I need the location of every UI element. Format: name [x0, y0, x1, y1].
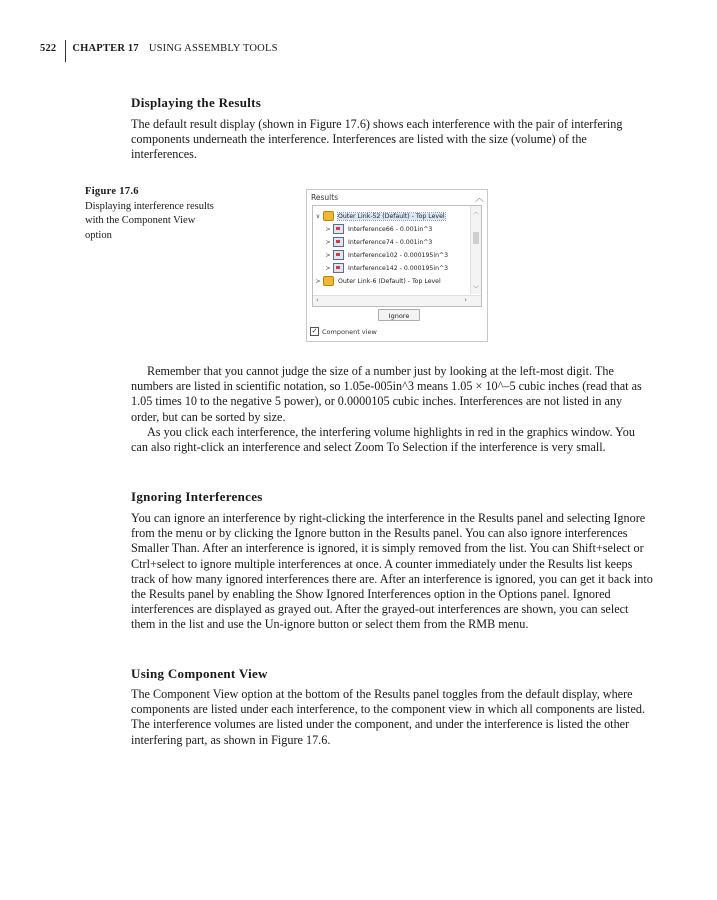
scroll-up-icon[interactable]: ︿: [472, 209, 479, 216]
expand-chevron-icon[interactable]: >: [325, 251, 331, 259]
figure-number: Figure 17.6: [85, 186, 139, 197]
chapter-title: USING ASSEMBLY TOOLS: [148, 43, 278, 54]
heading-displaying-results: Displaying the Results: [131, 95, 262, 110]
paragraph-displaying-results: The default result display (shown in Figure 17.6) shows each interference with the pair of interfering components underneath the interference. Interferences are listed with the size (volume) of the interferences.: [131, 117, 623, 162]
expand-chevron-icon[interactable]: ∨: [315, 212, 321, 220]
ignore-button[interactable]: Ignore: [378, 309, 420, 321]
chapter-label: CHAPTER 17: [72, 43, 139, 54]
component-icon: [323, 276, 334, 286]
figure-caption: Displaying interference results with the Component View option: [85, 200, 214, 241]
interference-icon: [333, 224, 344, 234]
paragraph-component-view: The Component View option at the bottom of the Results panel toggles from the default display, where components are listed under each interference, to the component view in which all components are listed. The interference volumes are listed under the component, and under the interference is listed the other interfering part, as shown in Figure 17.6.: [131, 687, 646, 747]
component-view-option[interactable]: [310, 327, 377, 336]
running-head: [40, 40, 278, 62]
expand-chevron-icon[interactable]: >: [325, 225, 331, 233]
tree-item[interactable]: [313, 210, 445, 222]
expand-chevron-icon[interactable]: >: [325, 264, 331, 272]
results-panel-title: Results: [311, 193, 339, 202]
scroll-thumb[interactable]: [473, 232, 479, 244]
expand-chevron-icon[interactable]: >: [325, 238, 331, 246]
scroll-right-icon[interactable]: ›: [464, 296, 467, 304]
heading-ignoring-interferences: Ignoring Interferences: [131, 489, 263, 504]
component-icon: [323, 211, 334, 221]
tree-item-label: Interference74 - 0.001in^3: [348, 238, 433, 246]
paragraph-highlight: As you click each interference, the interfering volume highlights in red in the graphics window. You can also right-click an interference and select Zoom To Selection if the interference is very small.: [131, 425, 635, 455]
interference-icon: [333, 237, 344, 247]
tree-item-label: Interference142 - 0.000195in^3: [348, 264, 449, 272]
scroll-down-icon[interactable]: ﹀: [472, 286, 479, 293]
tree-item-label: Outer Link-52 (Default) - Top Level: [338, 212, 445, 220]
scroll-left-icon[interactable]: ‹: [316, 296, 319, 304]
expand-chevron-icon[interactable]: >: [315, 277, 321, 285]
paragraph-scientific-notation: Remember that you cannot judge the size of a number just by looking at the left-most digit. The numbers are listed in scientific notation, so 1.05e-005in^3 means 1.05 × 10^–5 cubic inches (read that as 1.05 times 10 to the negative 5 power), or 0.0000105 cubic inches. Interferences are not listed in any order, but can be sorted by size.: [131, 364, 642, 424]
tree-item-label: Interference66 - 0.001in^3: [348, 225, 433, 233]
page-number: 522: [40, 43, 57, 54]
results-tree[interactable]: [312, 205, 482, 307]
tree-item-label: Outer Link-6 (Default) - Top Level: [338, 277, 441, 285]
collapse-chevron-icon[interactable]: ︿: [474, 194, 484, 204]
paragraph-ignoring-interferences: You can ignore an interference by right-clicking the interference in the Results panel and selecting Ignore from the menu or by clicking the Ignore button in the Results panel. You can also ignore interferences Smaller Than. After an interference is ignored, it is simply removed from the list. You can Shift+select or Ctrl+select to ignore multiple interferences at once. A counter immediately under the Results list keeps track of how many ignored interferences there are. After an interference is ignored, you can get it back into the Results panel by enabling the Show Ignored Interferences option in the Options panel. Ignored interferences are displayed as grayed out. After the grayed-out interferences are shown, you can select them in the list and use the Un-ignore button or select them from the RMB menu.: [131, 511, 653, 632]
component-view-checkbox[interactable]: ✓: [311, 327, 318, 335]
tree-item[interactable]: [323, 236, 432, 248]
tree-item[interactable]: [313, 275, 441, 287]
interference-icon: [333, 263, 344, 273]
heading-component-view: Using Component View: [131, 666, 268, 681]
tree-item-label: Interference102 - 0.000195in^3: [348, 251, 449, 259]
vertical-scrollbar[interactable]: [470, 206, 481, 294]
horizontal-scrollbar[interactable]: [313, 295, 481, 306]
figure-caption-block: [85, 185, 220, 243]
tree-item[interactable]: [323, 223, 432, 235]
interference-icon: [333, 250, 344, 260]
component-view-label: Component view: [322, 327, 377, 336]
tree-item[interactable]: [323, 249, 448, 261]
results-panel: [306, 189, 488, 342]
tree-item[interactable]: [323, 262, 448, 274]
